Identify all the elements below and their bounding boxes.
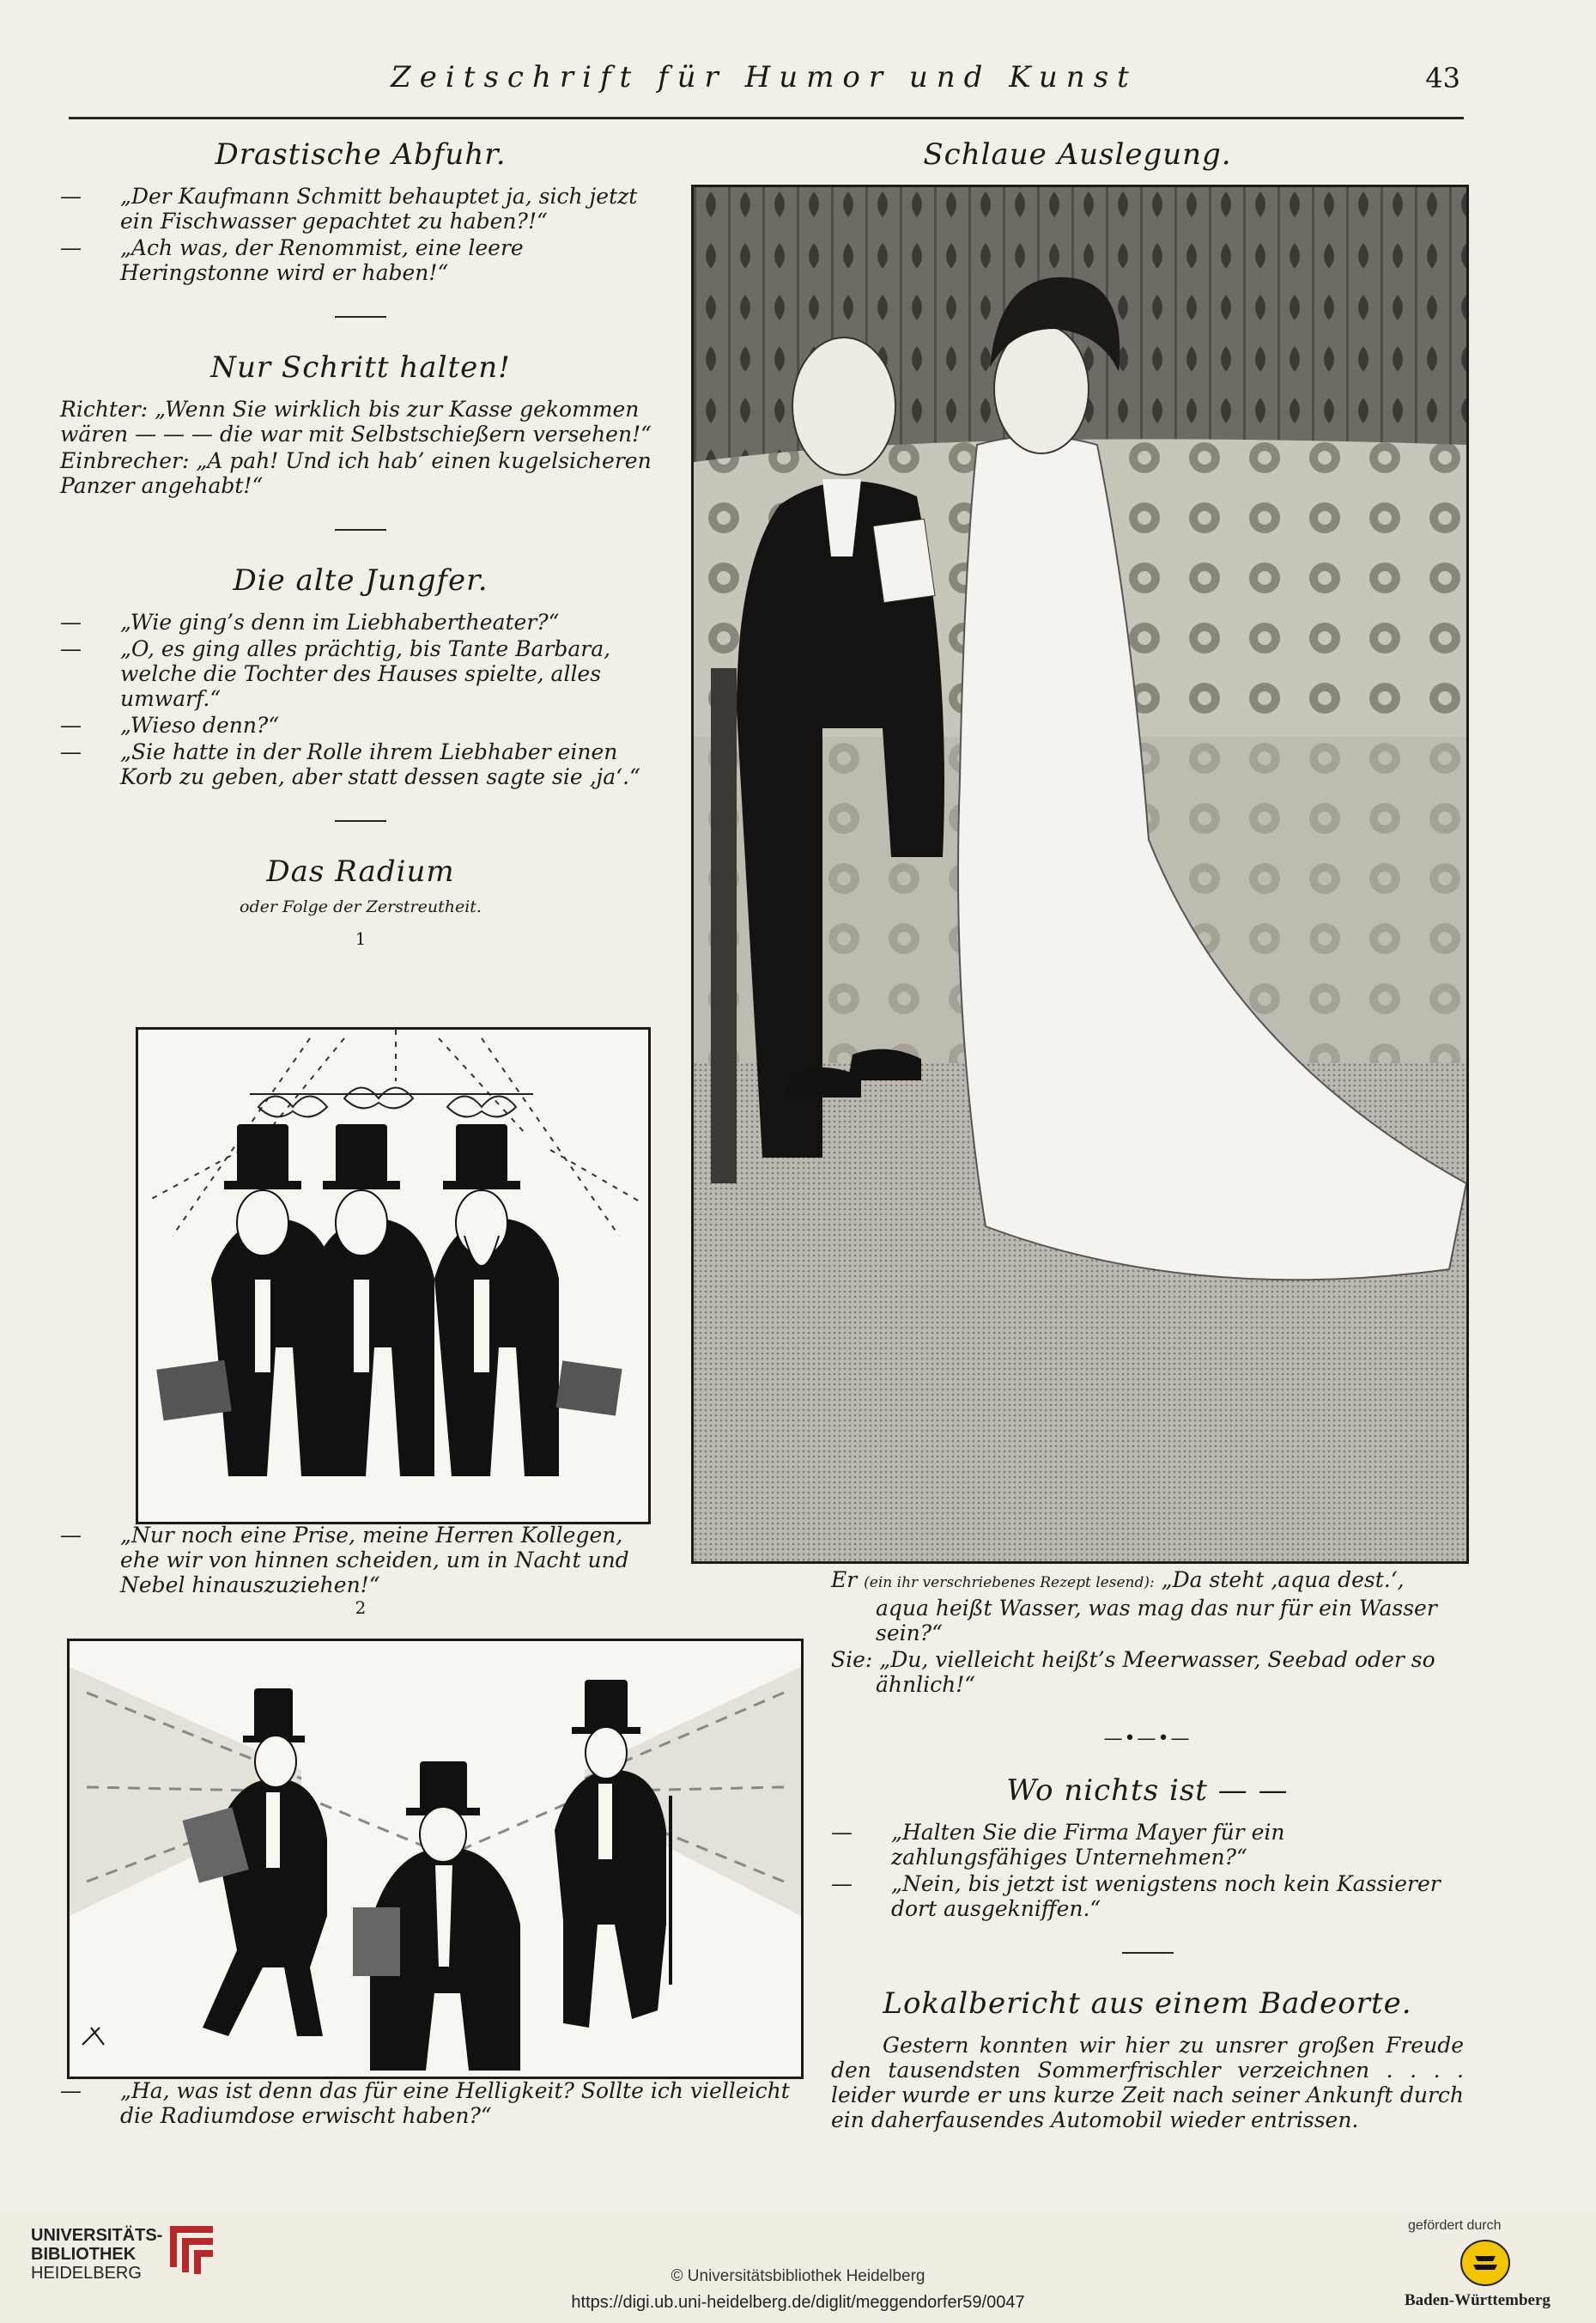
dialog-text: „Der Kaufmann Schmitt behauptet ja, sich jetzt ein Fischwasser gepachtet zu haben?!“ xyxy=(120,184,638,234)
radium-caption-1 xyxy=(60,1523,661,1623)
dialog-dash: — xyxy=(831,1871,853,1896)
dialog-text: „O, es ging alles prächtig, bis Tante Barbara, welche die Tochter des Hauses spielte, alles umwarf.“ xyxy=(120,636,611,711)
panel-number: 2 xyxy=(355,1597,367,1618)
left-column xyxy=(60,137,661,954)
dialog-line xyxy=(60,713,661,738)
section-separator xyxy=(335,529,386,531)
section-separator xyxy=(1122,1952,1174,1954)
section-separator xyxy=(335,820,386,822)
funded-by-label: gefördert durch xyxy=(1408,2218,1502,2233)
dialog-line xyxy=(831,1871,1464,1921)
radium-caption-2 xyxy=(60,2078,798,2128)
dialog-die-alte-jungfer xyxy=(60,610,661,789)
three-gentlemen-top-hats-drawing xyxy=(138,1030,648,1522)
article-title-wo-nichts-ist: Wo nichts ist — — xyxy=(1006,1773,1289,1808)
radium-panel-2-illustration xyxy=(67,1639,804,2079)
source-url-link[interactable]: https://digi.ub.uni-heidelberg.de/diglit/meggendorfer59/0047 xyxy=(571,2293,1025,2312)
library-name-line: UNIVERSITÄTS- xyxy=(31,2226,163,2245)
dialog-dash: — xyxy=(60,235,82,260)
dialog-dash: — xyxy=(60,1523,82,1548)
baden-wuerttemberg-crest-icon xyxy=(1459,2237,1511,2292)
dialog-dash: — xyxy=(60,713,82,738)
page-number: 43 xyxy=(1425,62,1460,94)
radium-panel-1-illustration xyxy=(136,1027,651,1524)
copyright-notice: © Universitätsbibliothek Heidelberg xyxy=(671,2267,925,2285)
dialog-dash: — xyxy=(60,184,82,209)
dialog-drastische-abfuhr xyxy=(60,184,661,285)
dialog-text: „Halten Sie die Firma Mayer für ein zahlungsfähiges Unternehmen?“ xyxy=(891,1820,1285,1870)
dialog-line xyxy=(60,610,661,635)
schlaue-auslegung-text xyxy=(831,1567,1464,2132)
dialog-line xyxy=(60,739,661,789)
caption-line xyxy=(60,1523,661,1597)
header-rule xyxy=(69,117,1464,119)
dialog-line xyxy=(60,636,661,711)
dialog-text: „Nein, bis jetzt ist wenigstens noch kein Kassierer dort ausgekniffen.“ xyxy=(891,1871,1441,1921)
article-title-das-radium: Das Radium xyxy=(266,854,455,889)
old-man-and-young-woman-on-sofa-drawing xyxy=(694,187,1466,1561)
article-title-nur-schritt-halten: Nur Schritt halten! xyxy=(210,350,511,385)
article-subtitle: oder Folge der Zerstreutheit. xyxy=(240,897,482,916)
article-title-drastische-abfuhr: Drastische Abfuhr. xyxy=(215,137,507,172)
dialog-dash: — xyxy=(60,636,82,661)
caption-line xyxy=(60,2078,798,2128)
speaker-label: Sie: xyxy=(831,1647,873,1672)
dialog-line xyxy=(60,184,661,234)
dialog-dash: — xyxy=(60,739,82,764)
stage-direction: (ein ihr verschriebenes Rezept lesend): xyxy=(864,1574,1155,1591)
dialog-dash: — xyxy=(60,610,82,635)
dialog-line xyxy=(831,1647,1464,1697)
article-title-die-alte-jungfer: Die alte Jungfer. xyxy=(233,563,489,598)
dialog-line xyxy=(831,1567,1464,1645)
caption-text: „Nur noch eine Prise, meine Herren Kollegen, ehe wir von hinnen scheiden, um in Nacht und Nebel hinauszuziehen!“ xyxy=(120,1523,629,1597)
speaker-label: Richter: xyxy=(60,397,149,422)
glowing-gentlemen-drawing xyxy=(70,1641,801,2077)
dialog-dash: — xyxy=(60,2078,82,2103)
dialog-dash: — xyxy=(831,1820,853,1845)
dialog-line xyxy=(60,397,661,447)
dialog-text: „Sie hatte in der Rolle ihrem Liebhaber einen Korb zu geben, aber statt dessen sagte sie ‚ja‘.“ xyxy=(120,739,640,789)
dialog-line xyxy=(60,235,661,285)
dialog-line xyxy=(60,448,661,498)
panel-number: 1 xyxy=(355,928,367,949)
dialog-wo-nichts-ist xyxy=(831,1820,1464,1921)
section-separator xyxy=(335,316,386,318)
dialog-line xyxy=(831,1820,1464,1870)
schlaue-auslegung-illustration xyxy=(691,185,1469,1564)
running-head: Zeitschrift für Humor und Kunst xyxy=(391,60,1138,94)
ornament-divider: —•—•— xyxy=(1103,1728,1192,1749)
caption-text: „Ha, was ist denn das für eine Helligkeit? Sollte ich vielleicht die Radiumdose erwischt haben?“ xyxy=(120,2078,790,2128)
funder-name: Baden-Württemberg xyxy=(1405,2291,1550,2309)
dialog-nur-schritt-halten xyxy=(60,397,661,498)
dialog-text: „A pah! Und ich hab’ einen kugelsicheren Panzer angehabt!“ xyxy=(60,448,652,498)
dialog-text: „Ach was, der Renommist, eine leere Heringstonne wird er haben!“ xyxy=(120,235,524,285)
dialog-text: „Wenn Sie wirklich bis zur Kasse gekommen wären — — — die war mit Selbstschießern versehen!“ xyxy=(60,397,652,447)
dialog-text: „Wieso denn?“ xyxy=(120,713,280,738)
dialog-text: „Wie ging’s denn im Liebhabertheater?“ xyxy=(120,610,560,635)
dialog-text: „Da steht ‚aqua dest.‘, aqua heißt Wasser, was mag das nur für ein Wasser sein?“ xyxy=(876,1567,1437,1645)
article-title-schlaue-auslegung: Schlaue Auslegung. xyxy=(923,137,1232,172)
library-name-line: HEIDELBERG xyxy=(31,2264,142,2283)
dialog-text: „Du, vielleicht heißt’s Meerwasser, Seebad oder so ähnlich!“ xyxy=(876,1647,1435,1697)
speaker-label: Er xyxy=(831,1567,858,1592)
speaker-label: Einbrecher: xyxy=(60,448,190,473)
library-name-line: BIBLIOTHEK xyxy=(31,2245,137,2264)
lokalbericht-text: Gestern konnten wir hier zu unsrer großen Freude den tausendsten Sommerfrischler verzeichnen . . . . leider wurde er uns kurze Zeit nach seiner Ankunft durch ein daherfausendes Automobil wieder entrissen. xyxy=(831,2033,1464,2132)
article-title-lokalbericht: Lokalbericht aus einem Badeorte. xyxy=(883,1986,1412,2021)
